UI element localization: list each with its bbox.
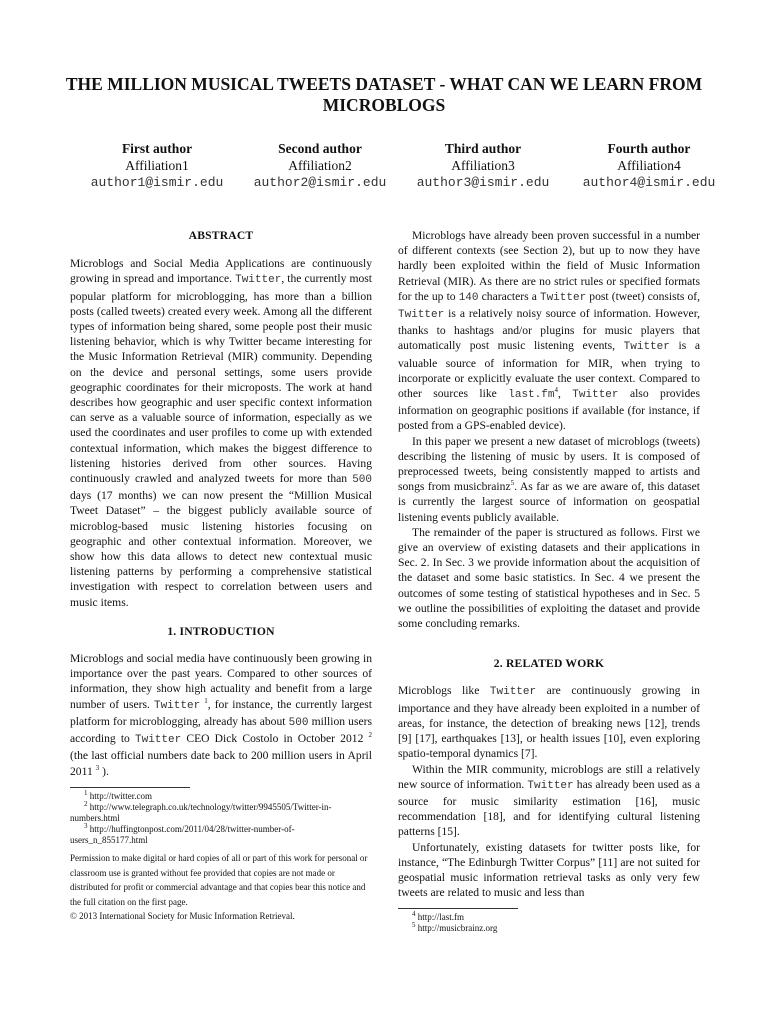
paper-title: THE MILLION MUSICAL TWEETS DATASET - WHAT CAN WE LEARN FROM MICROBLOGS [65,74,703,115]
author-4 [564,140,734,192]
author-block [72,140,736,194]
author-affiliation: Affiliation4 [617,158,681,173]
author-name: Third author [444,141,522,156]
author-affiliation: Affiliation3 [451,158,515,173]
author-email: author2@ismir.edu [253,175,387,190]
author-1 [72,140,242,192]
abstract-heading: ABSTRACT [188,229,254,242]
body-paragraph: Within the MIR community, microblogs are still a relatively new source of information. Twitter has already been used as a source for music similarity estimation [16], music recommendation [18], and for identifying cultural listening patterns [15]. [398,762,700,839]
footnote-divider [70,787,190,788]
section-heading-introduction: 1. INTRODUCTION [167,624,275,638]
permission-text: Permission to make digital or hard copies of all or part of this work for personal or classroom use is granted without fee provided that copies are not made or distributed for profit or commercial advantage and that copies bear this notice and the full citation on the first page. [70,853,368,907]
twitter-term: Twitter [235,274,282,287]
author-email: author3@ismir.edu [416,175,550,190]
permission-notice [70,851,372,924]
left-column [70,228,372,846]
body-paragraph: In this paper we present a new dataset of microblogs (tweets) describing the listening of music by users. It is composed of preprocessed tweets, being consistently mapped to artists and songs from musicbrainz$^5$. As far as we are aware of, this dataset is currently the largest source of information on geospatial listening events publicly available. [398,434,700,524]
author-3 [398,140,568,192]
author-affiliation: Affiliation1 [125,158,189,173]
footnote-2: $^2$ http://www.telegraph.co.uk/technology/twitter/9945505/Twitter-in-numbers.html [70,799,332,823]
footnote-marker: 1 [204,696,208,705]
footnote-4: $^4$ http://last.fm [412,910,464,923]
author-name: First author [121,141,193,156]
footnote-1: $^1$ http://twitter.com [84,788,152,801]
intro-paragraph: Microblogs and social media have continuously been growing in importance over the past years. Compared to other sources of information, they show high actuality and benefit from a large number of users. Twitter $^1$, for instance, the currently largest platform for microblogging, already has about 500 million users according to Twitter CEO Dick Costolo in October 2012 $^2$ (the last official numbers date back to 200 million users in April 2011 $^3$ ). [70,652,373,778]
right-column [398,228,700,934]
body-paragraph: Microblogs like Twitter are continuously growing in importance and they have already been exploited in a number of areas, for instance, the detection of breaking news [12], trends [9] [17], earthquakes [13], or health issues [10], even exploring spatio-temporal dynamics [7]. [398,684,700,761]
author-name: Fourth author [607,141,691,156]
author-name: Second author [278,141,362,156]
abstract-paragraph: Microblogs and Social Media Applications are continuously growing in spread and importance. Twitter, the currently most popular platform for microblogging, has more than a billion posts (called tweets) created every week. Among all the different types of information being shared, some people post their music listening behavior, which is why Twitter became interesting for the Music Information Retrieval (MIR) community. Depending on the device and personal settings, some users provide geographic coordinates for their microposts. The work at hand describes how geographic and user specific context information can serve as a valuable source of information, especially as we used the coordinates and user profiles to come up with extended contextual information, which makes the biggest difference to listening histories derived from other sources. Having continuously crawled and analyzed tweets for more than 500 days (17 months) we can now present the “Million Musical Tweet Dataset” – the biggest publicly available source of microblog-based music listening histories focusing on geographic and other contextual information. Moreover, we show how this data allows to detect new contextual music listening patterns by performing a comprehensive statistical investigation with respect to correlation between users and music items. [70,257,372,609]
author-affiliation: Affiliation2 [288,158,352,173]
section-heading-related-work: 2. RELATED WORK [493,657,605,671]
body-paragraph: Unfortunately, existing datasets for twitter posts like, for instance, “The Edinburgh Twitter Corpus” [11] are not suited for geospatial music information retrieval tasks as only very few tweets are related to music and less than [398,840,700,900]
copyright-line: © 2013 International Society for Music Information Retrieval. [70,911,295,921]
body-paragraph: Microblogs have already been proven successful in a number of different contexts (see Section 2), but up to now they have hardly been exploited within the field of Music Information Retrieval (MIR). As there are no strict rules or specified formats for the up to 140 characters a Twitter post (tweet) consists of, Twitter is a relatively noisy source of information. However, thanks to hashtags and/or plugins for music players that automatically post music listening events, Twitter is a valuable source of information for MIR, when trying to incorporate or explicitly evaluate the user context. Compared to other sources like $last.fm^4$, Twitter also provides information on geographic positions if available (for instance, if posted from a GPS-enabled device). [398,229,701,433]
author-email: author1@ismir.edu [90,175,224,190]
footnote-5: $^5$ http://musicbrainz.org [412,921,498,934]
author-email: author4@ismir.edu [582,175,716,190]
body-paragraph: The remainder of the paper is structured as follows. First we give an overview of existing datasets and their applications in Sec. 2. In Sec. 3 we provide information about the acquisition of the dataset and some basic statistics. In Sec. 4 we present the outcomes of some testing of statistical hypotheses and in Sec. 5 we outline the possibilities of exploiting the dataset and provide some concluding remarks. [398,525,700,631]
footnote-3: $^3$ http://huffingtonpost.com/2011/04/28/twitter-number-of-users_n_855177.html [70,821,295,845]
author-2 [235,140,405,192]
footnote-divider [398,908,518,909]
